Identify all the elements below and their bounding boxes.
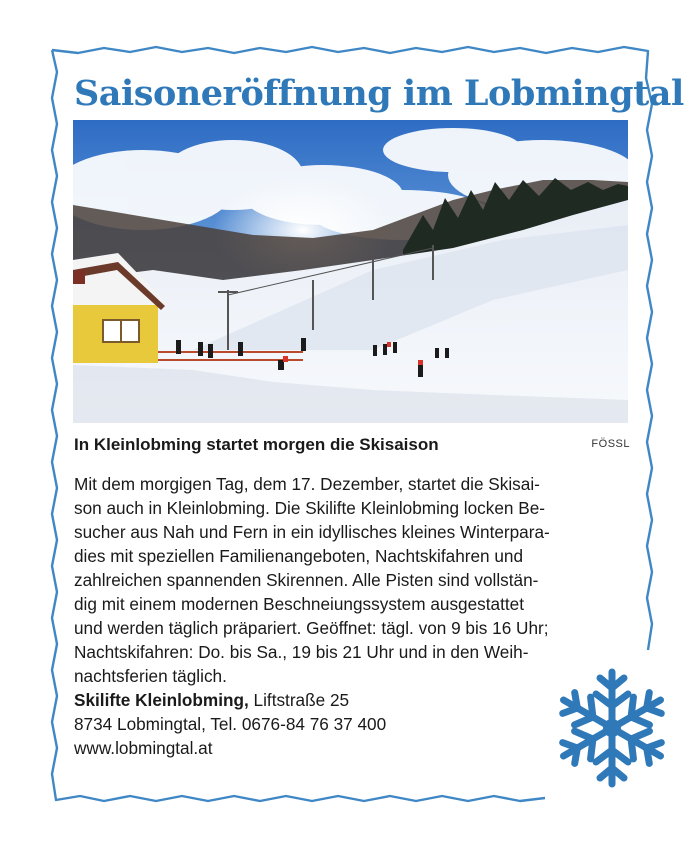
- body-line: und werden täglich präpariert. Geöffnet: tägl. von 9 bis 16 Uhr;: [74, 618, 549, 638]
- photo-caption: In Kleinlobming startet morgen die Skisaison: [74, 435, 439, 454]
- contact-name: Skilifte Kleinlobming,: [74, 690, 249, 710]
- body-line: son auch in Kleinlobming. Die Skilifte Kleinlobming locken Be-: [74, 498, 545, 518]
- photo-credit: FÖSSL: [591, 438, 630, 450]
- body-paragraph: [74, 472, 634, 688]
- contact-street: Liftstraße 25: [248, 690, 350, 710]
- ski-slope-photo: [73, 120, 628, 423]
- contact-website[interactable]: www.lobmingtal.at: [74, 738, 213, 758]
- body-line: nachtsferien täglich.: [74, 666, 227, 686]
- body-line: zahlreichen spannenden Skirennen. Alle Pisten sind vollstän-: [74, 570, 539, 590]
- body-line: sucher aus Nah und Fern in ein idyllisches kleines Winterpara-: [74, 522, 550, 542]
- photo-caption-row: [74, 433, 630, 457]
- snowflake-icon: [548, 664, 676, 792]
- body-line: dies mit speziellen Familienangeboten, Nachtskifahren und: [74, 546, 524, 566]
- body-line: Mit dem morgigen Tag, dem 17. Dezember, startet die Skisai-: [74, 474, 540, 494]
- body-line: dig mit einem modernen Beschneiungssystem ausgestattet: [74, 594, 524, 614]
- body-line: Nachtskifahren: Do. bis Sa., 19 bis 21 Uhr und in den Weih-: [74, 642, 529, 662]
- article-title: Saisoneröffnung im Lobmingtal: [74, 73, 684, 114]
- contact-city-phone: 8734 Lobmingtal, Tel. 0676-84 76 37 400: [74, 714, 387, 734]
